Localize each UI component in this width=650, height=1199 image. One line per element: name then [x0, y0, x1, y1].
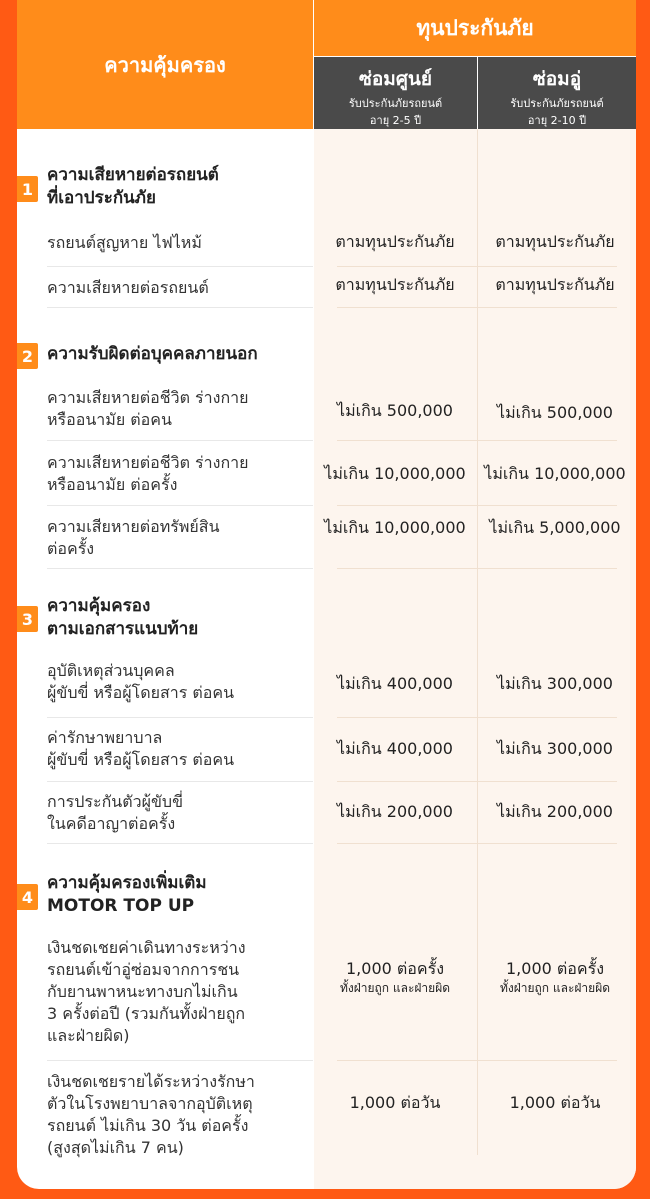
section-title: ความคุ้มครองเพิ่มเติม MOTOR TOP UP [47, 873, 207, 916]
column-subtitle: อายุ 2-5 ปี [369, 114, 422, 127]
value-center-repair: ไม่เกิน 400,000 [337, 739, 453, 758]
section-title: ความรับผิดต่อบุคคลภายนอก [47, 344, 258, 364]
value-garage-repair: ไม่เกิน 5,000,000 [489, 518, 621, 537]
row-label: ความเสียหายต่อชีวิต ร่างกาย หรืออนามัย ต่อคน [47, 388, 249, 429]
row-divider [337, 717, 617, 718]
row-divider [47, 781, 313, 782]
value-center-repair: 1,000 ต่อครั้ง ทั้งฝ่ายถูก และฝ่ายผิด [339, 959, 451, 995]
row-label: ค่ารักษาพยาบาล ผู้ขับขี่ หรือผู้โดยสาร ต่อคน [47, 728, 235, 769]
row-divider [337, 568, 617, 569]
row-label: อุบัติเหตุส่วนบุคคล ผู้ขับขี่ หรือผู้โดยสาร ต่อคน [47, 661, 235, 702]
row-divider [47, 843, 313, 844]
section-title: ความคุ้มครอง ตามเอกสารแนบท้าย [47, 596, 199, 639]
value-center-repair: ไม่เกิน 400,000 [337, 674, 453, 693]
section-number-badge: 2 [17, 343, 38, 369]
value-center-repair: ไม่เกิน 200,000 [337, 802, 453, 821]
row-divider [337, 1060, 617, 1061]
value-garage-repair: ไม่เกิน 10,000,000 [484, 464, 626, 483]
row-label: ความเสียหายต่อรถยนต์ [47, 278, 209, 297]
row-label: การประกันตัวผู้ขับขี่ ในคดีอาญาต่อครั้ง [47, 792, 184, 833]
value-garage-repair: 1,000 ต่อวัน [509, 1093, 601, 1112]
row-label: ความเสียหายต่อทรัพย์สิน ต่อครั้ง [47, 517, 220, 558]
column-subtitle: อายุ 2-10 ปี [527, 114, 587, 127]
coverage-header: ความคุ้มครอง [17, 0, 313, 129]
row-divider [47, 568, 313, 569]
value-garage-repair: ตามทุนประกันภัย [495, 275, 615, 294]
row-label: รถยนต์สูญหาย ไฟไหม้ [47, 233, 202, 252]
section-number-badge: 1 [17, 176, 38, 202]
column-title: ซ่อมศูนย์ [358, 68, 432, 90]
row-divider [47, 505, 313, 506]
column-title: ซ่อมอู่ [532, 68, 582, 90]
section-number-badge: 4 [17, 884, 38, 910]
header-divider [313, 0, 314, 129]
row-divider [47, 1060, 313, 1061]
sum-insured-header: ทุนประกันภัย [314, 0, 636, 56]
coverage-table-card [17, 0, 636, 1189]
section-number-badge: 3 [17, 606, 38, 632]
row-divider [337, 307, 617, 308]
row-divider [337, 505, 617, 506]
row-label: ความเสียหายต่อชีวิต ร่างกาย หรืออนามัย ต่อครั้ง [47, 453, 249, 494]
row-divider [337, 266, 617, 267]
column-subtitle: รับประกันภัยรถยนต์ [348, 97, 443, 110]
column-header-center-repair [314, 57, 477, 129]
row-divider [47, 440, 313, 441]
row-divider [47, 307, 313, 308]
header-divider [477, 57, 478, 129]
value-center-repair: ตามทุนประกันภัย [335, 232, 455, 251]
value-center-repair: 1,000 ต่อวัน [349, 1093, 441, 1112]
header-divider [314, 56, 636, 57]
column-subtitle: รับประกันภัยรถยนต์ [510, 97, 604, 110]
value-garage-repair: 1,000 ต่อครั้ง ทั้งฝ่ายถูก และฝ่ายผิด [499, 959, 611, 995]
column-header-garage-repair [478, 57, 636, 129]
row-label: เงินชดเชยรายได้ระหว่างรักษา ตัวในโรงพยาบาลจากอุบัติเหตุ รถยนต์ ไม่เกิน 30 วัน ต่อครั้ง (สูงสุดไม่เกิน 7 คน) [47, 1072, 255, 1157]
row-divider [47, 266, 313, 267]
value-garage-repair: ตามทุนประกันภัย [495, 232, 615, 251]
row-divider [47, 717, 313, 718]
value-garage-repair: ไม่เกิน 500,000 [497, 403, 613, 422]
section-title: ความเสียหายต่อรถยนต์ ที่เอาประกันภัย [47, 165, 219, 208]
row-divider [337, 440, 617, 441]
value-garage-repair: ไม่เกิน 200,000 [497, 802, 613, 821]
value-center-repair: ไม่เกิน 500,000 [337, 401, 453, 420]
row-label: เงินชดเชยค่าเดินทางระหว่าง รถยนต์เข้าอู่ซ่อมจากการชน กับยานพาหนะทางบกไม่เกิน 3 ครั้งต่อปี (รวมกันทั้งฝ่ายถูก และฝ่ายผิด) [47, 938, 246, 1045]
value-garage-repair: ไม่เกิน 300,000 [497, 674, 613, 693]
row-divider [337, 781, 617, 782]
row-divider [337, 843, 617, 844]
value-garage-repair: ไม่เกิน 300,000 [497, 739, 613, 758]
value-center-repair: ตามทุนประกันภัย [335, 275, 455, 294]
value-center-repair: ไม่เกิน 10,000,000 [324, 518, 466, 537]
value-center-repair: ไม่เกิน 10,000,000 [324, 464, 466, 483]
